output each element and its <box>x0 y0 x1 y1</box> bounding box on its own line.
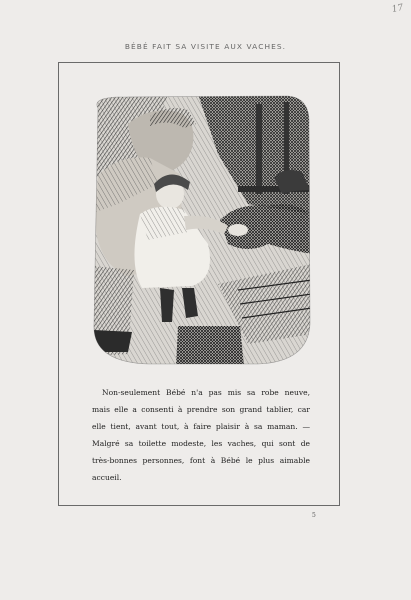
page-number: 5 <box>312 512 316 519</box>
caption-line: mais elle a consenti à prendre son grand tablier, car <box>92 405 310 415</box>
caption-line: elle tient, avant tout, à faire plaisir à sa maman. — <box>92 422 310 432</box>
running-head: BÉBÉ FAIT SA VISITE AUX VACHES. <box>124 42 287 51</box>
caption-line: Non-seulement Bébé n'a pas mis sa robe neuve, <box>102 388 310 397</box>
caption-line: très-bonnes personnes, font à Bébé le plus aimable <box>92 456 310 466</box>
caption-line: Malgré sa toilette modeste, les vaches, qui sont de <box>92 439 310 449</box>
engraving-illustration <box>88 94 312 366</box>
page-corner-mark: 17 <box>390 2 404 16</box>
caption-line: accueil. <box>92 473 122 483</box>
caption-paragraph <box>92 384 310 487</box>
